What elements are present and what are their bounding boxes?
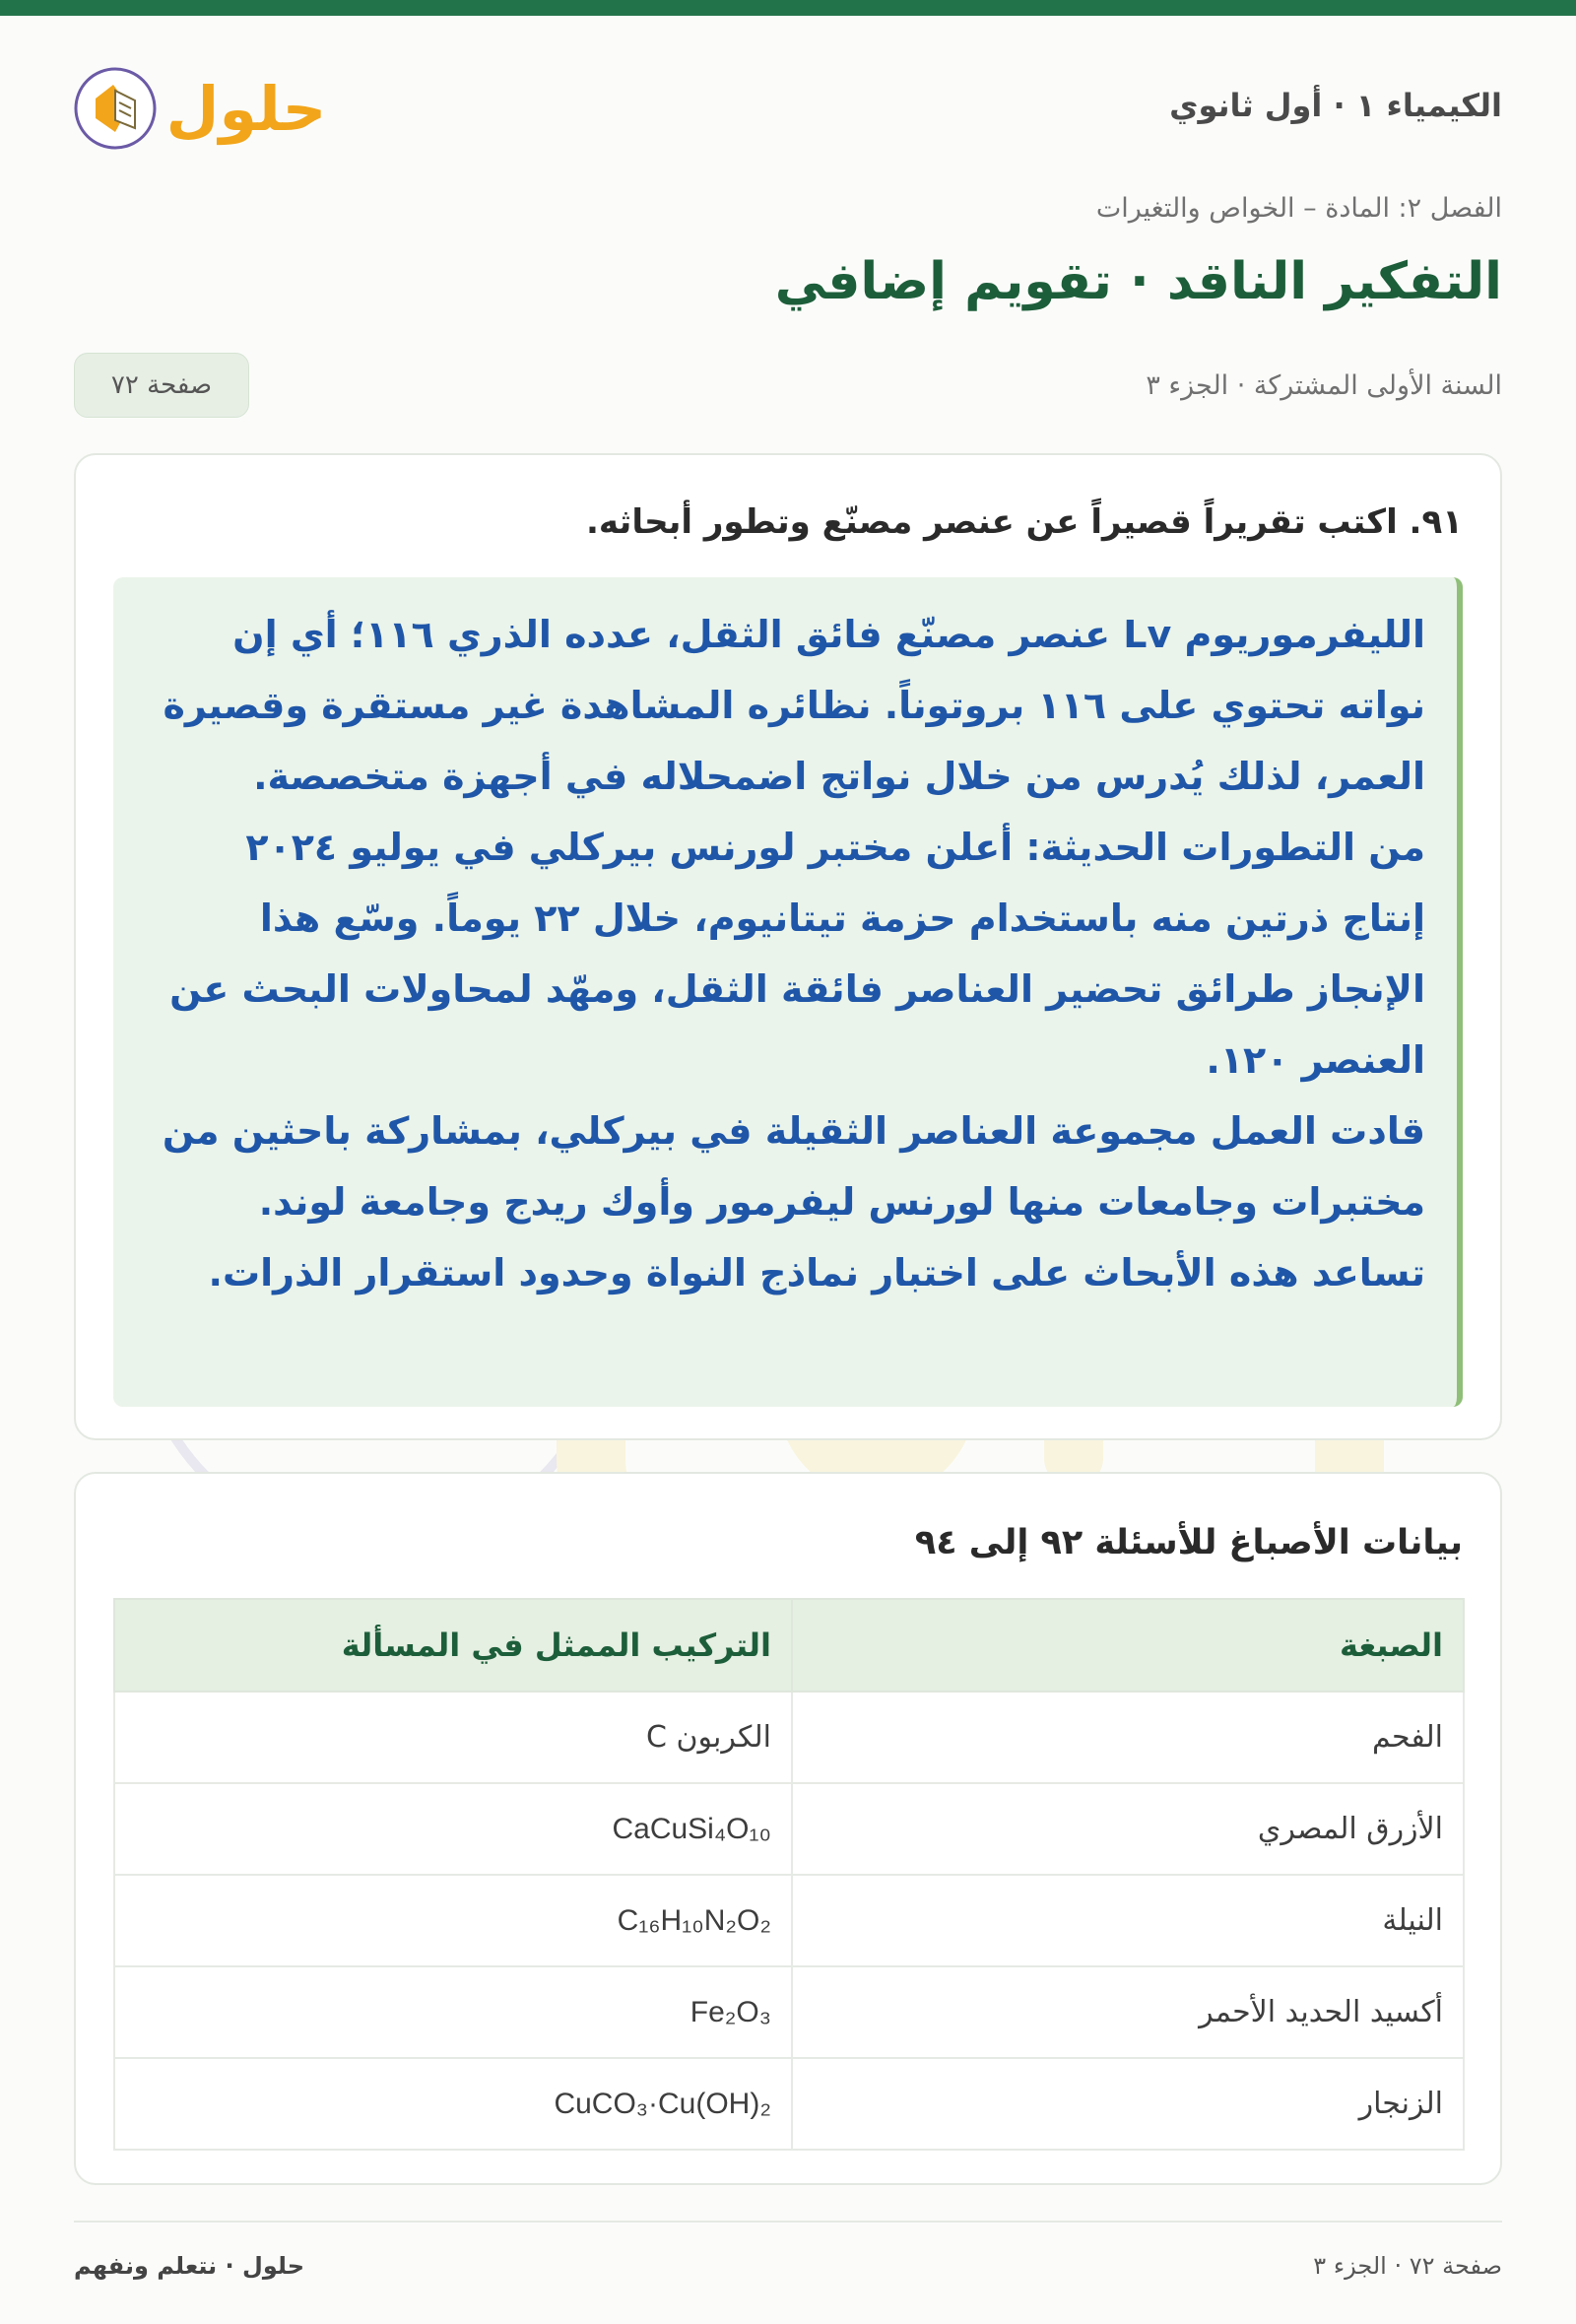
table-row: [114, 1875, 1464, 1966]
dye-data-card: [74, 1472, 1502, 2185]
table-row: [114, 1966, 1464, 2058]
answer-box: [113, 577, 1463, 1407]
question-card: [74, 453, 1502, 1440]
composition-cell: [114, 1783, 792, 1875]
composition-cell: [114, 2058, 792, 2150]
subject-label: الكيمياء ١ · أول ثانوي: [1169, 87, 1502, 124]
table-row: [114, 1783, 1464, 1875]
footer-divider: [74, 2221, 1502, 2223]
composition-cell: [114, 1875, 792, 1966]
chapter-label: الفصل ٢: المادة – الخواص والتغيرات: [1095, 193, 1502, 224]
header-dye: الصبغة: [792, 1599, 1464, 1692]
answer-paragraph: الليفرموريوم Lv عنصر مصنّع فائق الثقل، عدده الذري ١١٦؛ أي إن نواته تحتوي على ١١٦ بروتوناً. نظائره المشاهدة غير مستقرة وقصيرة العمر، لذلك يُدرس من خلال نواتج اضمحلاله في أجهزة متخصصة.: [163, 613, 1425, 798]
dye-name-cell: الزنجار: [792, 2058, 1464, 2150]
composition-cell: الكربون C: [114, 1692, 792, 1783]
answer-paragraph: قادت العمل مجموعة العناصر الثقيلة في بيركلي، بمشاركة باحثين من مختبرات وجامعات منها لورنس ليفرمور وأوك ريدج وجامعة لوند. تساعد هذه الأبحاث على اختبار نماذج النواة وحدود استقرار الذرات.: [162, 1109, 1425, 1295]
dye-name-cell: النيلة: [792, 1875, 1464, 1966]
footer-page-info: صفحة ٧٢ · الجزء ٣: [1313, 2252, 1502, 2280]
series-label: السنة الأولى المشتركة · الجزء ٣: [1146, 370, 1502, 401]
formula-text: Fe₂O₃: [690, 1995, 771, 2028]
formula-text: CuCO₃·Cu(OH)₂: [554, 2087, 771, 2120]
top-accent-bar: [0, 0, 1576, 16]
answer-paragraph: من التطورات الحديثة: أعلن مختبر لورنس بيركلي في يوليو ٢٠٢٤ إنتاج ذرتين منه باستخدام حزمة تيتانيوم، خلال ٢٢ يوماً. وسّع هذا الإنجاز طرائق تحضير العناصر فائقة الثقل، ومهّد لمحاولات البحث عن العنصر ١٢٠.: [169, 826, 1425, 1082]
dye-name-cell: الفحم: [792, 1692, 1464, 1783]
table-title: بيانات الأصباغ للأسئلة ٩٢ إلى ٩٤: [914, 1523, 1463, 1562]
formula-text: C₁₆H₁₀N₂O₂: [617, 1903, 771, 1937]
dye-name-cell: الأزرق المصري: [792, 1783, 1464, 1875]
page-title: التفكير الناقد · تقويم إضافي: [774, 252, 1502, 311]
table-row: [114, 1692, 1464, 1783]
page-number-chip: صفحة ٧٢: [74, 353, 249, 418]
formula-text: CaCuSi₄O₁₀: [612, 1812, 771, 1845]
logo-text: حلول: [165, 73, 327, 145]
page-header: [74, 49, 1502, 158]
footer-brand: حلول · نتعلم ونفهم: [74, 2252, 304, 2280]
dye-name-cell: أكسيد الحديد الأحمر: [792, 1966, 1464, 2058]
composition-cell: [114, 1966, 792, 2058]
dye-table: [113, 1598, 1465, 2151]
table-header-row: [114, 1599, 1464, 1692]
question-title: ٩١. اكتب تقريراً قصيراً عن عنصر مصنّع وتطور أبحاثه.: [586, 502, 1463, 542]
book-logo-icon: [74, 59, 330, 158]
header-composition: التركيب الممثل في المسألة: [114, 1599, 792, 1692]
table-row: [114, 2058, 1464, 2150]
